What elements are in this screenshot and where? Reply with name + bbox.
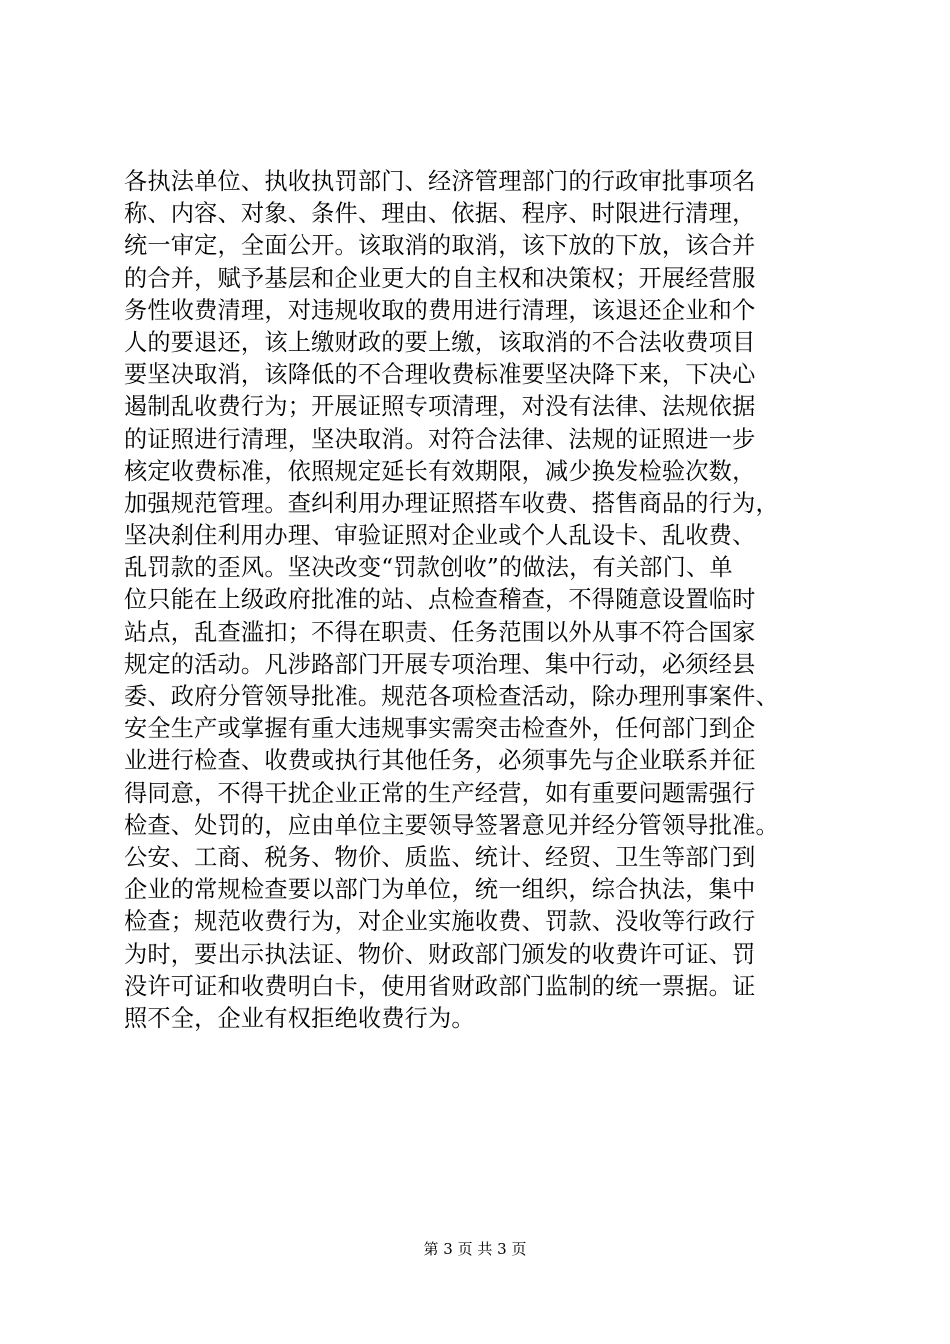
text-line: 公安、工商、税务、物价、质监、统计、经贸、卫生等部门到 [124,843,756,871]
text-line: 核定收费标准，依照规定延长有效期限，减少换发检验次数， [124,457,756,485]
text-line: 企业的常规检查要以部门为单位，统一组织，综合执法，集中 [124,876,756,904]
text-line: 规定的活动。凡涉路部门开展专项治理、集中行动，必须经县 [124,650,756,678]
text-line: 坚决刹住利用办理、审验证照对企业或个人乱设卡、乱收费、 [124,522,756,550]
text-line: 统一审定，全面公开。该取消的取消，该下放的下放，该合并 [124,232,756,260]
text-line: 加强规范管理。查纠利用办理证照搭车收费、搭售商品的行为， [124,489,779,517]
text-line: 检查、处罚的，应由单位主要领导签署意见并经分管领导批准。 [124,811,779,839]
text-line: 的合并，赋予基层和企业更大的自主权和决策权；开展经营服 [124,264,756,292]
text-line: 乱罚款的歪风。坚决改变“罚款创收”的做法，有关部门、单 [124,554,733,582]
text-line: 的证照进行清理，坚决取消。对符合法律、法规的证照进一步 [124,425,756,453]
text-line: 业进行检查、收费或执行其他任务，必须事先与企业联系并征 [124,747,756,775]
text-line: 为时，要出示执法证、物价、财政部门颁发的收费许可证、罚 [124,940,756,968]
text-line: 安全生产或掌握有重大违规事实需突击检查外，任何部门到企 [124,715,756,743]
text-line: 要坚决取消，该降低的不合理收费标准要坚决降下来，下决心 [124,361,756,389]
body-paragraph [124,166,844,1035]
text-line: 位只能在上级政府批准的站、点检查稽查，不得随意设置临时 [124,586,756,614]
text-line: 委、政府分管领导批准。规范各项检查活动，除办理刑事案件、 [124,683,779,710]
text-line: 遏制乱收费行为；开展证照专项清理，对没有法律、法规依据 [124,393,756,421]
text-line: 没许可证和收费明白卡，使用省财政部门监制的统一票据。证 [124,972,756,1000]
text-line: 得同意，不得干扰企业正常的生产经营，如有重要问题需强行 [124,779,756,807]
text-line: 称、内容、对象、条件、理由、依据、程序、时限进行清理， [124,200,756,228]
text-line: 照不全，企业有权拒绝收费行为。 [124,1004,475,1032]
text-line: 各执法单位、执收执罚部门、经济管理部门的行政审批事项名 [124,168,756,195]
text-line: 检查；规范收费行为，对企业实施收费、罚款、没收等行政行 [124,908,756,936]
text-line: 务性收费清理，对违规收取的费用进行清理，该退还企业和个 [124,296,756,324]
page-footer: 第 3 页 共 3 页 [423,1240,527,1258]
text-line: 站点，乱查滥扣；不得在职责、任务范围以外从事不符合国家 [124,618,756,646]
text-line: 人的要退还，该上缴财政的要上缴，该取消的不合法收费项目 [124,328,756,356]
